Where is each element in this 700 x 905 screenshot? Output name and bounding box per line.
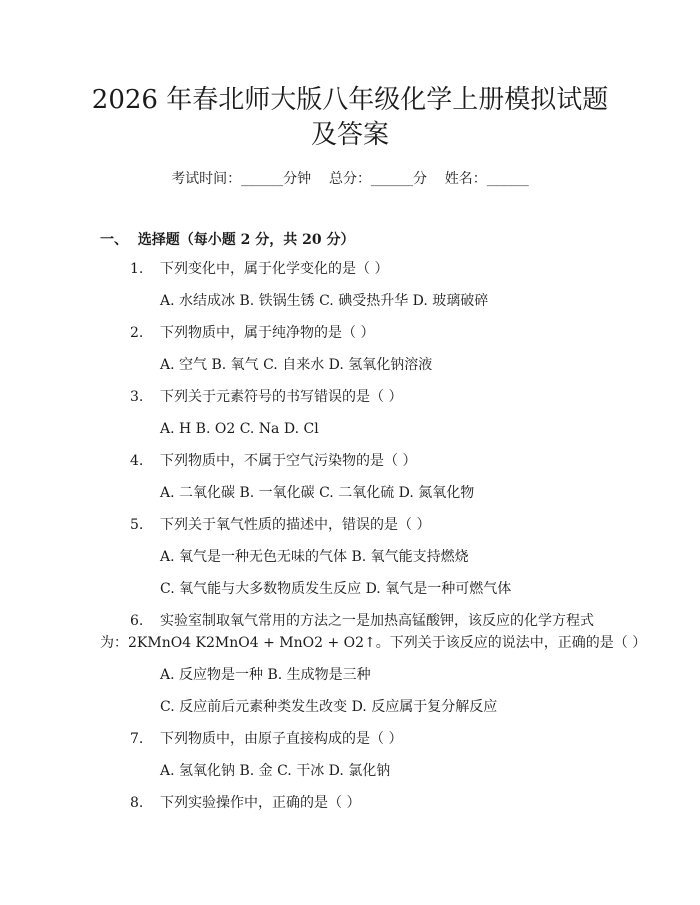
question-options: C. 氧气能与大多数物质发生反应 D. 氧气是一种可燃气体 (160, 581, 512, 597)
question-number: 6. (130, 613, 144, 629)
question-number: 1. (130, 261, 144, 277)
question-options: A. H B. O2 C. Na D. Cl (160, 421, 319, 437)
question-options: A. 反应物是一种 B. 生成物是三种 (160, 667, 371, 683)
question (130, 387, 402, 407)
question-text: 下列变化中，属于化学变化的是（ ） (160, 261, 389, 277)
question-text: 实验室制取氧气常用的方法之一是加热高锰酸钾，该反应的化学方程式 (160, 613, 594, 629)
document-title-line2: 及答案 (310, 120, 389, 150)
exam-info: 考试时间：______分钟 总分：______分 姓名：______ (171, 171, 529, 187)
question-options: A. 氢氧化钠 B. 金 C. 干冰 D. 氯化钠 (160, 763, 391, 779)
question (130, 611, 594, 631)
question (130, 515, 430, 535)
question-options: A. 二氧化碳 B. 一氧化碳 C. 二氧化硫 D. 氮氧化物 (160, 485, 475, 501)
question-number: 3. (130, 389, 144, 405)
question-options: C. 反应前后元素种类发生改变 D. 反应属于复分解反应 (160, 699, 498, 715)
question-text: 下列实验操作中，正确的是（ ） (160, 795, 361, 811)
question (130, 259, 388, 279)
question-options: A. 空气 B. 氧气 C. 自来水 D. 氢氧化钠溶液 (160, 357, 433, 373)
question-text: 下列物质中，不属于空气污染物的是（ ） (160, 453, 417, 469)
question-text: 下列物质中，属于纯净物的是（ ） (160, 325, 375, 341)
question-text: 下列关于氧气性质的描述中，错误的是（ ） (160, 517, 431, 533)
question-options: A. 氧气是一种无色无味的气体 B. 氧气能支持燃烧 (160, 549, 469, 565)
question-text-continued: 为：2KMnO4 K2MnO4 + MnO2 + O2↑。下列关于该反应的说法中，正确的是（ ） (100, 635, 647, 651)
section-heading: 一、 选择题（每小题 2 分，共 20 分） (100, 232, 355, 248)
question-number: 8. (130, 795, 144, 811)
question (130, 451, 416, 471)
question-number: 4. (130, 453, 144, 469)
question-number: 7. (130, 731, 144, 747)
question-options: A. 水结成冰 B. 铁锅生锈 C. 碘受热升华 D. 玻璃破碎 (160, 293, 489, 309)
document-title-line1: 2026 年春北师大版八年级化学上册模拟试题 (91, 85, 609, 115)
question-number: 5. (130, 517, 144, 533)
question-number: 2. (130, 325, 144, 341)
question-text: 下列关于元素符号的书写错误的是（ ） (160, 389, 403, 405)
question (130, 793, 360, 813)
question-text: 下列物质中，由原子直接构成的是（ ） (160, 731, 403, 747)
question (130, 323, 374, 343)
question (130, 729, 402, 749)
